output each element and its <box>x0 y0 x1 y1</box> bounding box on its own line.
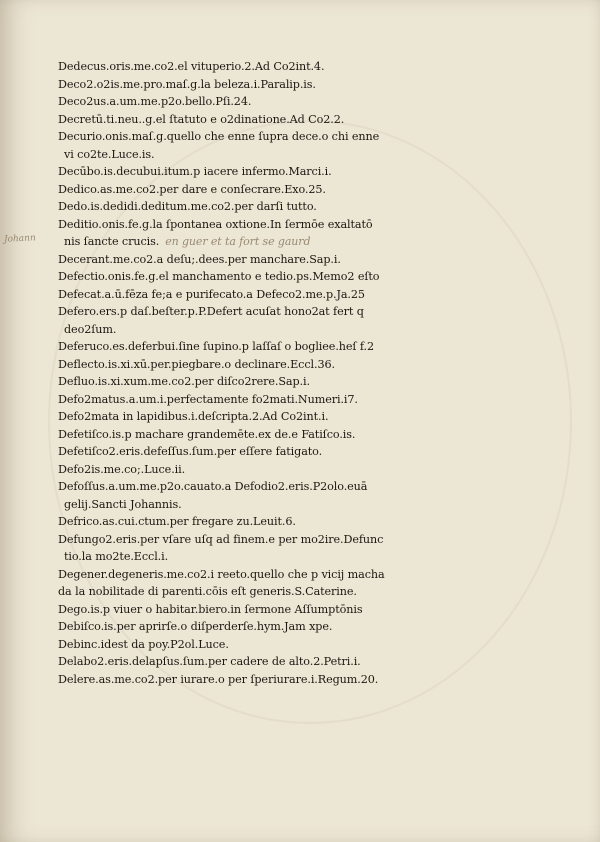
entry-line <box>58 566 558 584</box>
entry-line-text: Dedecus.oris.me.co2.el vituperio.2.Ad Co2int.4. <box>58 60 325 73</box>
entry-line <box>58 583 558 601</box>
entry-line <box>58 321 558 339</box>
entry-line <box>58 601 558 619</box>
entry-line-text: Decurio.onis.maſ.g.quello che enne ſupra dece.o chi enne <box>58 130 380 143</box>
entry-line <box>58 303 558 321</box>
entry-line <box>58 128 558 146</box>
entry-line <box>58 426 558 444</box>
entry-line <box>58 636 558 654</box>
dictionary-text-block <box>58 58 558 688</box>
entry-line <box>58 496 558 514</box>
entry-line-text: Decerant.me.co2.a deſu;.dees.per manchare.Sap.i. <box>58 252 341 266</box>
entry-line <box>58 251 558 269</box>
handwritten-margin-note: Johann <box>3 233 37 245</box>
entry-line <box>58 356 558 374</box>
entry-line-text: Defero.ers.p daſ.beſter.p.P.Defert acuſat hono2at fert q <box>58 305 364 318</box>
entry-line <box>58 391 558 409</box>
entry-line <box>58 181 558 199</box>
entry-line-text: Deco2us.a.um.me.p2o.bello.Pſi.24. <box>58 95 252 108</box>
entry-line-text: Defetiſco2.eris.defeſſus.ſum.per eſſere fatigato. <box>58 445 323 458</box>
entry-line <box>58 548 558 566</box>
entry-line <box>58 408 558 426</box>
entry-line <box>58 198 558 216</box>
entry-line <box>58 58 558 76</box>
entry-line-text: Defo2is.me.co;.Luce.ii. <box>58 462 186 476</box>
entry-line-text: Delere.as.me.co2.per iurare.o per ſperiurare.i.Regum.20. <box>58 672 379 686</box>
entry-line <box>58 146 558 164</box>
entry-line <box>58 216 558 234</box>
entry-line-text: Debiſco.is.per aprirſe.o diſperderſe.hym.Jam xpe. <box>58 620 333 633</box>
entry-line-text: nis ſancte crucis. <box>64 235 160 248</box>
entry-line-text: tio.la mo2te.Eccl.i. <box>64 550 169 563</box>
entry-line-text: Defetiſco.is.p machare grandemēte.ex de.e Fatiſco.is. <box>58 427 356 441</box>
entry-line <box>58 93 558 111</box>
entry-line-text: Dedico.as.me.co2.per dare e conſecrare.Exo.25. <box>58 182 326 196</box>
entry-line <box>58 233 558 251</box>
entry-line-text: deo2ſum. <box>64 322 117 336</box>
entry-line <box>58 671 558 689</box>
entry-line <box>58 653 558 671</box>
entry-line-text: Defluo.is.xi.xum.me.co2.per diſco2rere.Sap.i. <box>58 375 310 388</box>
entry-line-text: Dego.is.p viuer o habitar.biero.in ſermone Aſſumptōnis <box>58 602 363 616</box>
entry-line-text: Deco2.o2is.me.pro.maſ.g.la beleza.i.Paralip.is. <box>58 77 316 91</box>
entry-line-text: Defrico.as.cui.ctum.per fregare zu.Leuit.6. <box>58 515 296 528</box>
entry-line-text: gelij.Sancti Johannis. <box>64 497 182 511</box>
entry-line <box>58 618 558 636</box>
entry-line-text: Deferuco.es.deferbui.ſine ſupino.p laſſaſ o bogliee.heſ f.2 <box>58 340 375 353</box>
entry-line-text: Defo2mata in lapidibus.i.deſcripta.2.Ad Co2int.i. <box>58 410 329 423</box>
entry-line-text: da la nobilitade di parenti.cōis eſt generis.S.Caterine. <box>58 585 357 598</box>
entry-line <box>58 76 558 94</box>
entry-line-text: Defungo2.eris.per vſare uſq ad finem.e per mo2ire.Defunc <box>58 532 384 546</box>
entry-line-text: Decretū.ti.neu..g.el ſtatuto e o2dinatione.Ad Co2.2. <box>58 112 345 126</box>
entry-line-text: Deditio.onis.fe.g.la ſpontanea oxtione.In ſermōe exaltatō <box>58 217 373 231</box>
entry-line <box>58 478 558 496</box>
entry-line-text: Defo2matus.a.um.i.perfectamente fo2mati.Numeri.i7. <box>58 392 358 406</box>
entry-line-text: Decūbo.is.decubui.itum.p iacere infermo.Marci.i. <box>58 165 332 178</box>
entry-line <box>58 373 558 391</box>
entry-line <box>58 286 558 304</box>
entry-line <box>58 268 558 286</box>
entry-line-text: Delabo2.eris.delapſus.ſum.per cadere de alto.2.Petri.i. <box>58 655 361 668</box>
entry-line <box>58 531 558 549</box>
handwritten-interlinear-note: en guer et ta fort se gaurd <box>165 235 311 248</box>
entry-line-text: Defoſſus.a.um.me.p2o.cauato.a Defodio2.eris.P2olo.euā <box>58 480 368 493</box>
entry-line <box>58 443 558 461</box>
entry-line-text: Dedo.is.dedidi.deditum.me.co2.per darſi tutto. <box>58 200 317 213</box>
entry-line-text: Defecat.a.ū.fēza fe;a e purifecato.a Defeco2.me.p.Ja.25 <box>58 287 365 301</box>
entry-line <box>58 461 558 479</box>
entry-line <box>58 111 558 129</box>
entry-line-text: Deflecto.is.xi.xū.per.piegbare.o declinare.Eccl.36. <box>58 357 335 371</box>
entry-line <box>58 513 558 531</box>
entry-line-text: vi co2te.Luce.is. <box>64 147 155 161</box>
entry-line-text: Defectio.onis.fe.g.el manchamento e tedio.ps.Memo2 eſto <box>58 270 380 283</box>
entry-line <box>58 163 558 181</box>
entry-line <box>58 338 558 356</box>
entry-line-text: Degener.degeneris.me.co2.i reeto.quello che p vicij macha <box>58 567 385 581</box>
entry-line-text: Debinc.idest da poy.P2ol.Luce. <box>58 637 229 651</box>
